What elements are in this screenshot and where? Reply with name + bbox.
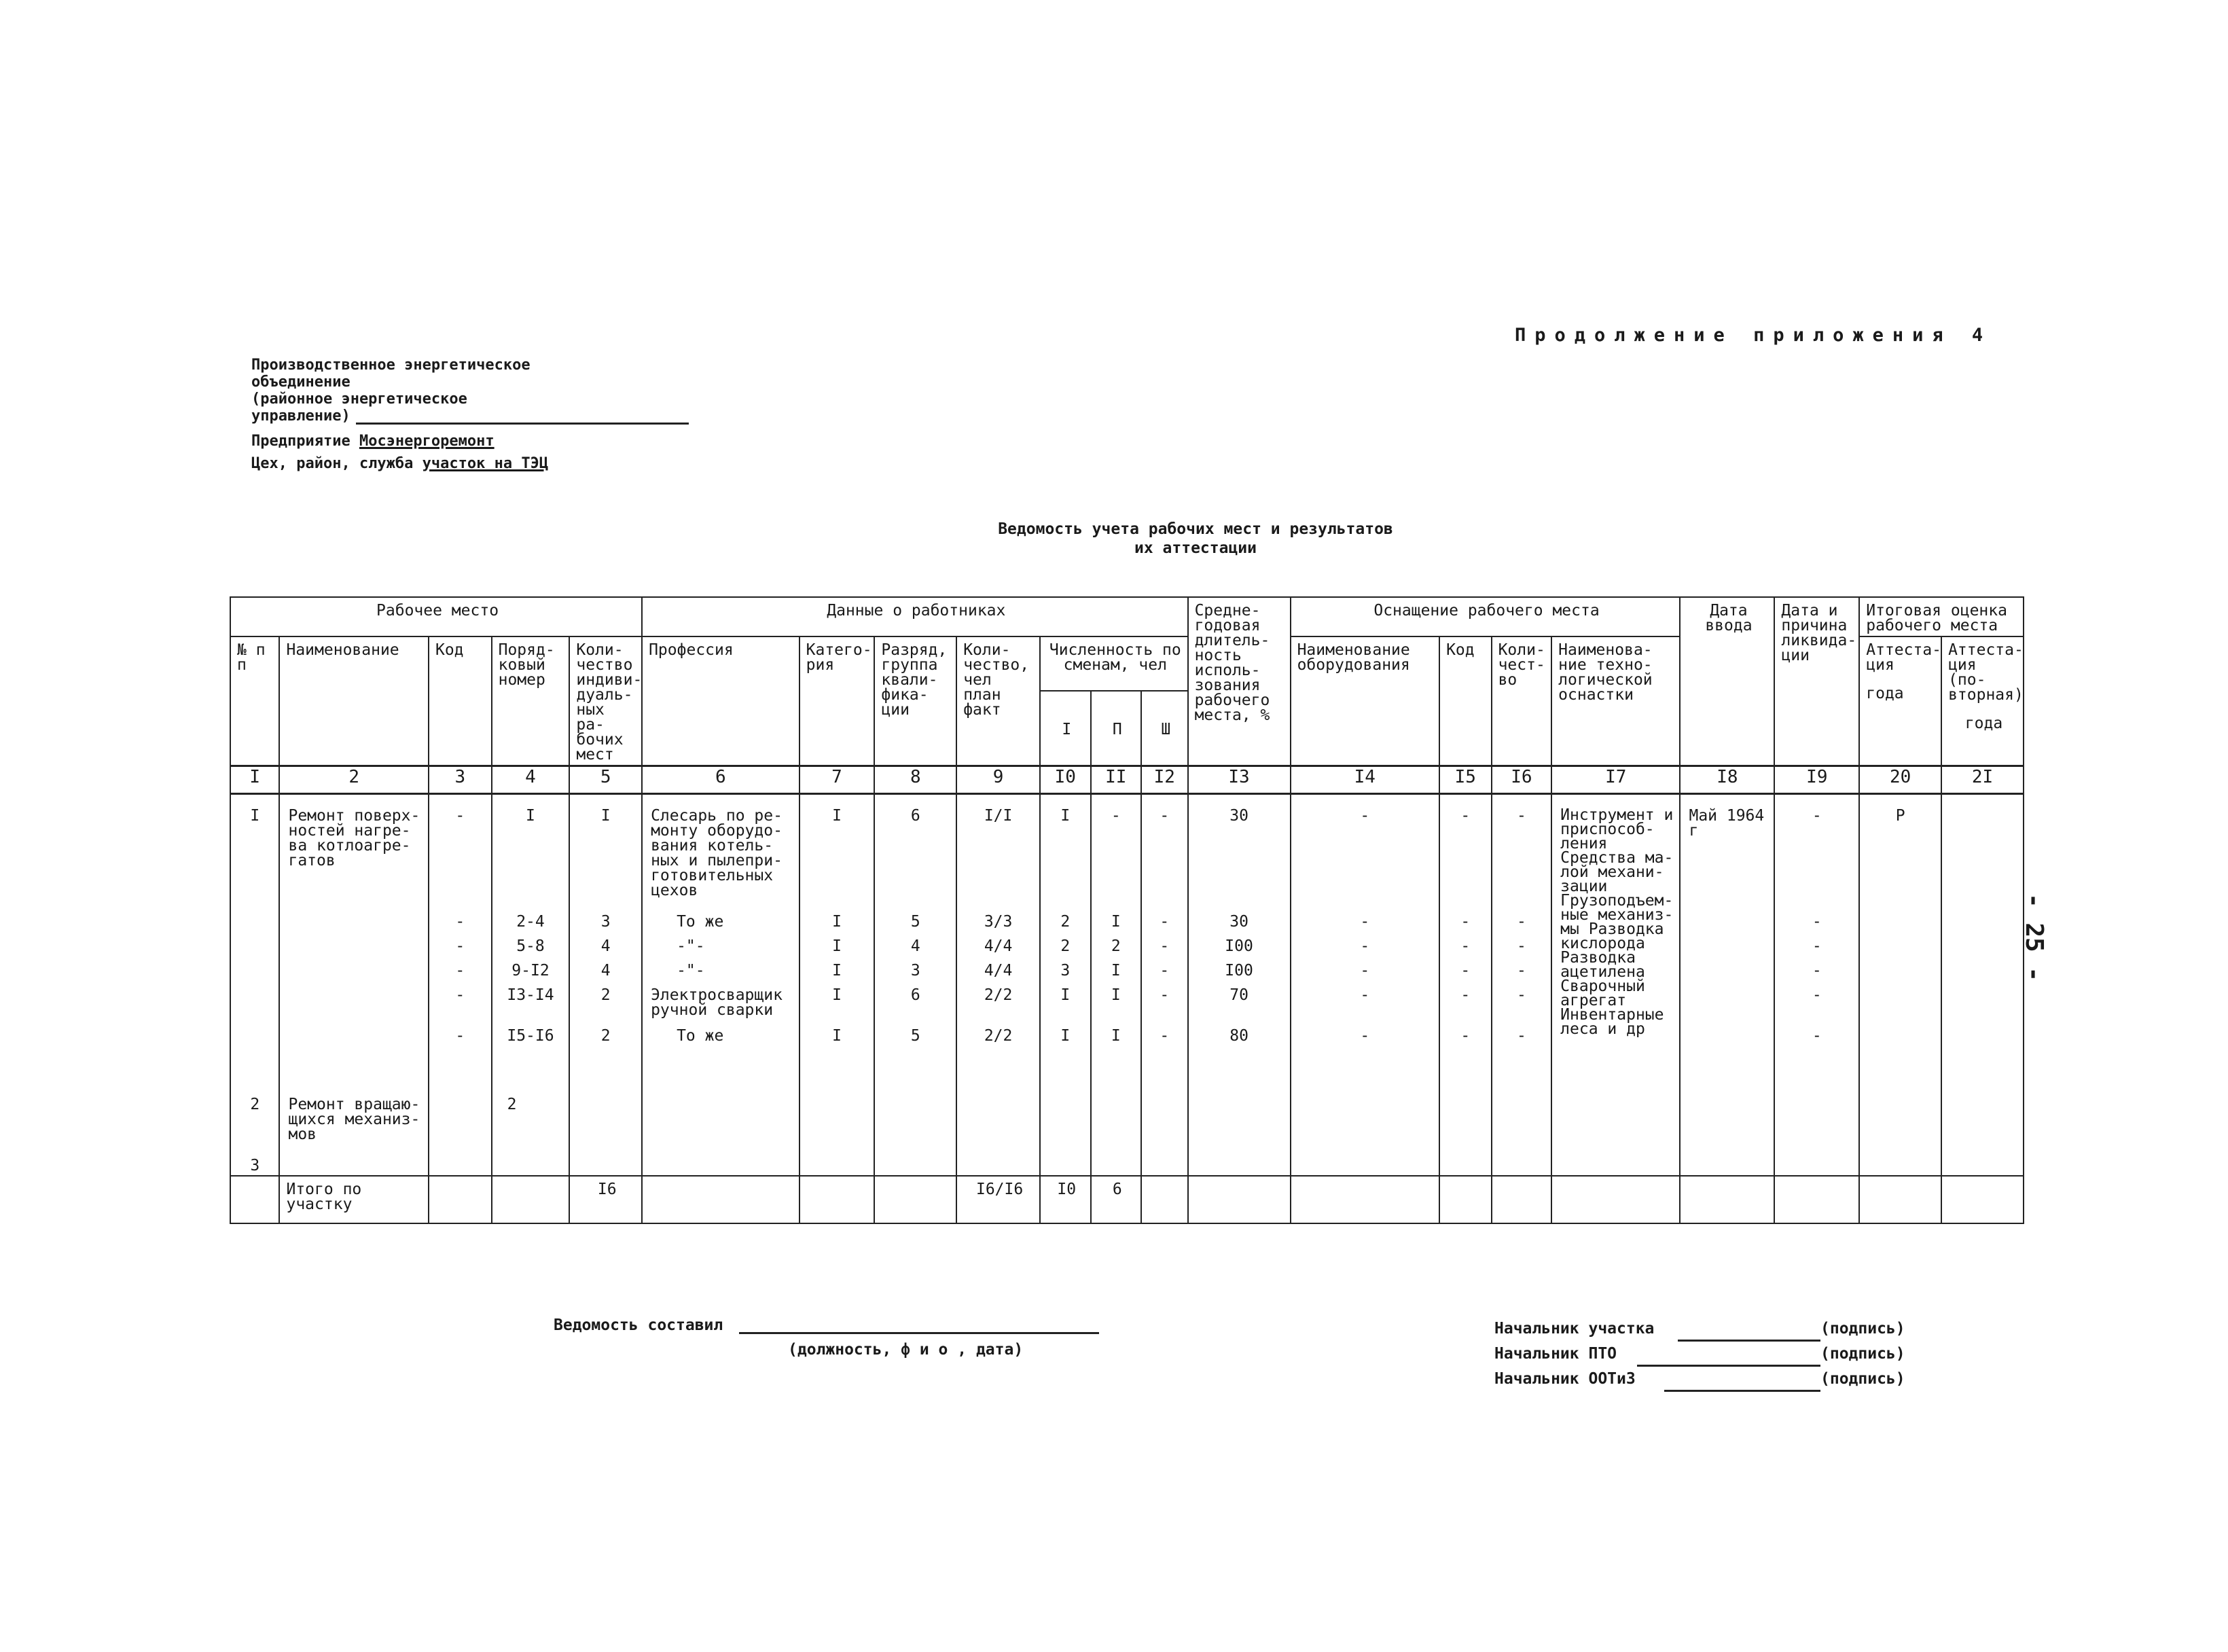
title-line: Ведомость учета рабочих мест и результатов xyxy=(998,520,1393,538)
total-label: Итого по участку xyxy=(279,1176,428,1223)
equipment-value: - xyxy=(1360,1027,1370,1045)
cell-attestation xyxy=(1859,794,1941,1177)
cell-individual-counts xyxy=(569,794,642,1177)
cell-durations xyxy=(1188,794,1291,1177)
equipment-qty-value: - xyxy=(1516,807,1526,825)
profession-value: Слесарь по ре-монту оборудо-вания котель-ных и пылепри-готовительных цехов xyxy=(651,807,783,899)
cell-order-numbers xyxy=(492,794,570,1177)
total-shift2: 6 xyxy=(1091,1176,1142,1223)
equipment-value: - xyxy=(1360,913,1370,931)
quantity-value: 3/3 xyxy=(984,913,1013,931)
grade-value: 3 xyxy=(910,962,920,980)
col-equipment-qty: Коли-чест-во xyxy=(1492,636,1552,766)
category-value: I xyxy=(832,1027,842,1045)
equipment-value: - xyxy=(1360,937,1370,955)
cell-quantities xyxy=(956,794,1040,1177)
count-value: I xyxy=(600,807,611,825)
tooling-value: Инструмент и приспособ-ления Средства ма-лой механи-зации Грузоподъем-ные механиз-мы Разводка кислорода Разводка ацетилена Сварочный агрегат Инвентарные леса и др xyxy=(1560,806,1674,1038)
equipment-value: - xyxy=(1360,986,1370,1004)
col-number: 2 xyxy=(279,766,428,794)
col-number: 9 xyxy=(956,766,1040,794)
cell-date-input xyxy=(1680,794,1774,1177)
profession-value: То же xyxy=(677,1027,724,1045)
total-count: I6 xyxy=(569,1176,642,1223)
shift3-value: - xyxy=(1160,807,1170,825)
quantity-value: 4/4 xyxy=(984,962,1013,980)
equipment-qty-value: - xyxy=(1516,986,1526,1004)
total-shift1: I0 xyxy=(1040,1176,1091,1223)
grade-value: 4 xyxy=(910,937,920,955)
code-value: - xyxy=(455,913,465,931)
continuation-label: Продолжение приложения 4 xyxy=(1515,325,1992,346)
signer-label: Начальник участка xyxy=(1494,1320,1655,1337)
col-date-input: Дата ввода xyxy=(1680,597,1774,766)
row-number: 3 xyxy=(250,1157,260,1174)
workplace-name: Ремонт поверх-ностей нагре-ва котлоагре-гатов xyxy=(288,807,420,869)
shift2-value: - xyxy=(1111,807,1121,825)
col-quantity: Коли-чество, чел план факт xyxy=(956,636,1040,766)
org-blank-line xyxy=(356,409,689,425)
page-number: - 25 - xyxy=(2020,893,2048,982)
order-value: I xyxy=(526,807,535,825)
signer-sign: (подпись) xyxy=(1820,1320,1905,1337)
cell-names xyxy=(279,794,428,1177)
cell-tooling xyxy=(1551,794,1680,1177)
shift1-value: I xyxy=(1060,807,1071,825)
category-value: I xyxy=(832,937,842,955)
order-value: 2 xyxy=(507,1096,517,1113)
profession-value: -"- xyxy=(677,937,705,955)
order-value: 2-4 xyxy=(516,913,545,931)
equipment-value: - xyxy=(1360,962,1370,980)
code-value: - xyxy=(455,962,465,980)
col-number: I9 xyxy=(1774,766,1859,794)
cell-equipment-names xyxy=(1291,794,1439,1177)
cell-shift-2 xyxy=(1091,794,1142,1177)
row-number: I xyxy=(250,807,260,825)
duration-value: 80 xyxy=(1229,1027,1248,1045)
duration-value: 70 xyxy=(1229,986,1248,1004)
col-number: I7 xyxy=(1551,766,1680,794)
table-body-row xyxy=(230,794,2024,1177)
order-value: 5-8 xyxy=(516,937,545,955)
profession-value: -"- xyxy=(677,962,705,980)
workplace-table xyxy=(230,596,2024,1224)
duration-value: 30 xyxy=(1229,913,1248,931)
signer-label: Начальник ООТиЗ xyxy=(1494,1370,1636,1388)
shift2-value: I xyxy=(1111,986,1121,1004)
col-number: 7 xyxy=(799,766,875,794)
enterprise-value: Мосэнергоремонт xyxy=(359,433,495,450)
quantity-value: 2/2 xyxy=(984,1027,1013,1045)
col-number: 4 xyxy=(492,766,570,794)
liquidation-value: - xyxy=(1812,937,1822,955)
shift2-value: I xyxy=(1111,962,1121,980)
category-value: I xyxy=(832,986,842,1004)
signer-label: Начальник ПТО xyxy=(1494,1345,1617,1363)
equipment-qty-value: - xyxy=(1516,913,1526,931)
group-final-eval: Итоговая оценка рабочего места xyxy=(1859,597,2024,636)
compiled-sub: (должность, ф и о , дата) xyxy=(788,1341,1024,1359)
duration-value: I00 xyxy=(1225,937,1253,955)
signer-sign: (подпись) xyxy=(1820,1345,1905,1363)
grade-value: 5 xyxy=(910,1027,920,1045)
cell-professions xyxy=(642,794,799,1177)
col-number: I xyxy=(230,766,279,794)
col-number: 5 xyxy=(569,766,642,794)
col-reattestation: Аттеста-ция (по-вторная) года xyxy=(1941,636,2024,766)
shift2-value: I xyxy=(1111,913,1121,931)
profession-value: Электросварщик ручной сварки xyxy=(651,986,783,1019)
count-value: 4 xyxy=(600,962,611,980)
duration-value: 30 xyxy=(1229,807,1248,825)
equipment-qty-value: - xyxy=(1516,937,1526,955)
column-numbers-row xyxy=(230,766,2024,794)
col-number: 2I xyxy=(1941,766,2024,794)
col-profession: Профессия xyxy=(642,636,799,766)
group-equipment: Оснащение рабочего места xyxy=(1291,597,1681,636)
cell-equipment-qty xyxy=(1492,794,1552,1177)
col-number: I0 xyxy=(1040,766,1091,794)
cell-shift-1 xyxy=(1040,794,1091,1177)
shop-label: Цех, район, служба xyxy=(251,455,414,472)
workplace-name: Ремонт вращаю-щихся механиз-мов xyxy=(288,1096,420,1143)
col-code: Код xyxy=(429,636,492,766)
liquidation-value: - xyxy=(1812,913,1822,931)
quantity-value: I/I xyxy=(984,807,1013,825)
count-value: 4 xyxy=(600,937,611,955)
shift1-value: 3 xyxy=(1060,962,1071,980)
quantity-value: 2/2 xyxy=(984,986,1013,1004)
col-tooling: Наименова-ние техно-логической оснастки xyxy=(1551,636,1680,766)
shift3-value: - xyxy=(1160,913,1170,931)
order-value: 9-I2 xyxy=(511,962,550,980)
order-value: I3-I4 xyxy=(507,986,554,1004)
count-value: 3 xyxy=(600,913,611,931)
cell-grades xyxy=(874,794,956,1177)
grade-value: 6 xyxy=(910,986,920,1004)
signer-sign: (подпись) xyxy=(1820,1370,1905,1388)
category-value: I xyxy=(832,807,842,825)
total-quantity: I6/I6 xyxy=(956,1176,1040,1223)
date-input-value: Май 1964 г xyxy=(1689,807,1765,840)
shift3-value: - xyxy=(1160,1027,1170,1045)
document-title xyxy=(788,520,1603,558)
col-num: № п п xyxy=(230,636,279,766)
col-number: 8 xyxy=(874,766,956,794)
col-category: Катего-рия xyxy=(799,636,875,766)
title-line: их аттестации xyxy=(1134,539,1257,557)
col-number: 6 xyxy=(642,766,799,794)
col-number: 3 xyxy=(429,766,492,794)
count-value: 2 xyxy=(600,1027,611,1045)
liquidation-value: - xyxy=(1812,962,1822,980)
code-value: - xyxy=(455,986,465,1004)
attestation-value: Р xyxy=(1895,807,1905,825)
group-workers: Данные о работниках xyxy=(642,597,1187,636)
organization-block xyxy=(251,357,689,472)
col-shift-1: I xyxy=(1040,691,1091,766)
org-line: (районное энергетическое xyxy=(251,391,467,408)
shift1-value: I xyxy=(1060,986,1071,1004)
compiled-block xyxy=(554,1316,1099,1359)
grade-value: 6 xyxy=(910,807,920,825)
cell-codes xyxy=(429,794,492,1177)
duration-value: I00 xyxy=(1225,962,1253,980)
org-line: объединение xyxy=(251,374,351,391)
liquidation-value: - xyxy=(1812,1027,1822,1045)
category-value: I xyxy=(832,913,842,931)
cell-shift-3 xyxy=(1141,794,1188,1177)
shift2-value: I xyxy=(1111,1027,1121,1045)
code-value: - xyxy=(455,1027,465,1045)
shop-value: участок на ТЭЦ xyxy=(422,455,549,472)
col-number: II xyxy=(1091,766,1142,794)
count-value: 2 xyxy=(600,986,611,1004)
equipment-qty-value: - xyxy=(1516,962,1526,980)
equipment-code-value: - xyxy=(1460,937,1471,955)
col-individual-count: Коли-чество индиви-дуаль-ных ра-бочих мест xyxy=(569,636,642,766)
shift1-value: 2 xyxy=(1060,913,1071,931)
equipment-code-value: - xyxy=(1460,1027,1471,1045)
code-value: - xyxy=(455,807,465,825)
col-number: I5 xyxy=(1439,766,1492,794)
col-shift-2: П xyxy=(1091,691,1142,766)
col-number: 20 xyxy=(1859,766,1941,794)
col-number: I6 xyxy=(1492,766,1552,794)
equipment-qty-value: - xyxy=(1516,1027,1526,1045)
enterprise-label: Предприятие xyxy=(251,433,351,450)
category-value: I xyxy=(832,962,842,980)
org-line: Производственное энергетическое xyxy=(251,357,531,374)
col-number: I2 xyxy=(1141,766,1188,794)
col-shifts: Численность по сменам, чел xyxy=(1040,636,1188,691)
compiled-line xyxy=(739,1318,1099,1334)
signatures-block xyxy=(1494,1316,1905,1392)
cell-reattestation xyxy=(1941,794,2024,1177)
col-grade: Разряд, группа квали-фика-ции xyxy=(874,636,956,766)
org-line: управление) xyxy=(251,408,351,425)
cell-row-numbers xyxy=(230,794,279,1177)
col-number: I8 xyxy=(1680,766,1774,794)
col-attestation: Аттеста-ция года xyxy=(1859,636,1941,766)
shift1-value: I xyxy=(1060,1027,1071,1045)
cell-categories xyxy=(799,794,875,1177)
cell-liquidation xyxy=(1774,794,1859,1177)
cell-equipment-codes xyxy=(1439,794,1492,1177)
equipment-code-value: - xyxy=(1460,962,1471,980)
col-avg-duration: Средне-годовая длитель-ность исполь-зования рабочего места, % xyxy=(1188,597,1291,766)
total-row xyxy=(230,1176,2024,1223)
col-equipment-code: Код xyxy=(1439,636,1492,766)
liquidation-value: - xyxy=(1812,986,1822,1004)
col-equipment-name: Наименование оборудования xyxy=(1291,636,1439,766)
equipment-code-value: - xyxy=(1460,807,1471,825)
shift3-value: - xyxy=(1160,986,1170,1004)
col-order-number: Поряд-ковый номер xyxy=(492,636,570,766)
shift3-value: - xyxy=(1160,962,1170,980)
grade-value: 5 xyxy=(910,913,920,931)
equipment-code-value: - xyxy=(1460,986,1471,1004)
shift2-value: 2 xyxy=(1111,937,1121,955)
profession-value: То же xyxy=(677,913,724,931)
group-workplace: Рабочее место xyxy=(230,597,642,636)
compiled-label: Ведомость составил xyxy=(554,1316,723,1334)
order-value: I5-I6 xyxy=(507,1027,554,1045)
col-number: I3 xyxy=(1188,766,1291,794)
shift1-value: 2 xyxy=(1060,937,1071,955)
equipment-code-value: - xyxy=(1460,913,1471,931)
liquidation-value: - xyxy=(1812,807,1822,825)
col-shift-3: Ш xyxy=(1141,691,1188,766)
col-date-liquidation: Дата и причина ликвида-ции xyxy=(1774,597,1859,766)
code-value: - xyxy=(455,937,465,955)
quantity-value: 4/4 xyxy=(984,937,1013,955)
shift3-value: - xyxy=(1160,937,1170,955)
col-number: I4 xyxy=(1291,766,1439,794)
equipment-value: - xyxy=(1360,807,1370,825)
col-name: Наименование xyxy=(279,636,428,766)
row-number: 2 xyxy=(250,1096,260,1113)
